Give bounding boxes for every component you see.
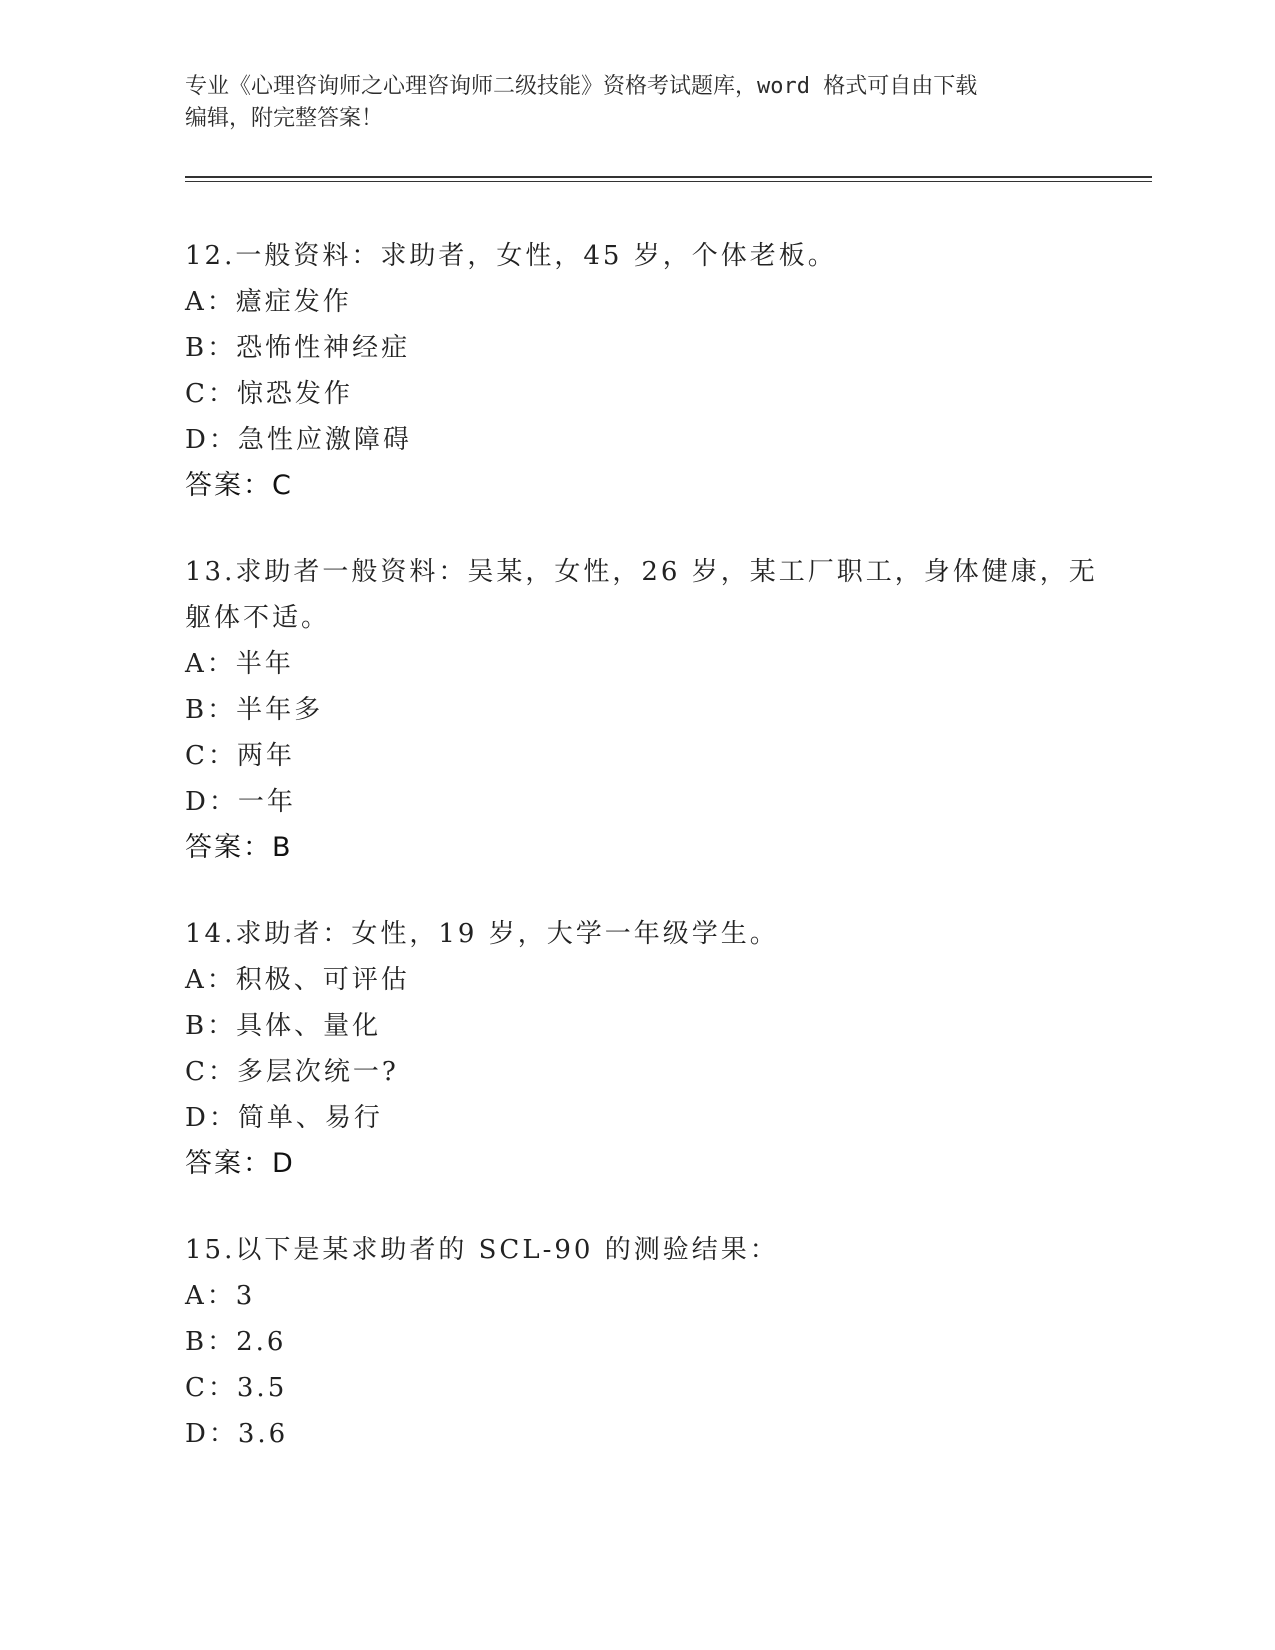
option-c: C：多层次统一? [185,1057,399,1087]
question-14 [185,911,1105,1187]
question-15 [185,1227,1105,1457]
option-d: D：3.6 [185,1419,289,1449]
question-stem: 14.求助者：女性，19 岁，大学一年级学生。 [185,919,779,949]
option-d: D：一年 [185,787,296,817]
answer-line: 答案：C [185,470,293,501]
option-a: A：半年 [185,649,294,679]
answer-line: 答案：D [185,1148,295,1179]
question-12 [185,233,1105,509]
question-list [185,233,1105,1497]
option-a: A：癔症发作 [185,287,352,317]
option-b: B：具体、量化 [185,1011,382,1041]
question-stem: 15.以下是某求助者的 SCL-90 的测验结果： [185,1235,779,1265]
option-b: B：2.6 [185,1327,287,1357]
option-a: A：积极、可评估 [185,965,410,995]
header-line-2: 编辑，附完整答案！ [185,106,384,131]
option-c: C：惊恐发作 [185,379,353,409]
option-d: D：简单、易行 [185,1103,383,1133]
question-stem: 12.一般资料：求助者，女性，45 岁，个体老板。 [185,241,837,271]
header-divider [185,176,1152,182]
option-d: D：急性应激障碍 [185,425,412,455]
option-a: A：3 [185,1281,256,1311]
question-stem: 13.求助者一般资料：吴某，女性，26 岁，某工厂职工，身体健康，无躯体不适。 [185,557,1098,633]
header-line-1: 专业《心理咨询师之心理咨询师二级技能》资格考试题库，word 格式可自由下载 [185,74,978,99]
answer-line: 答案：B [185,832,293,863]
option-c: C：两年 [185,741,295,771]
document-header [185,71,1085,135]
question-13 [185,549,1105,871]
option-b: B：恐怖性神经症 [185,333,411,363]
option-c: C：3.5 [185,1373,288,1403]
option-b: B：半年多 [185,695,324,725]
